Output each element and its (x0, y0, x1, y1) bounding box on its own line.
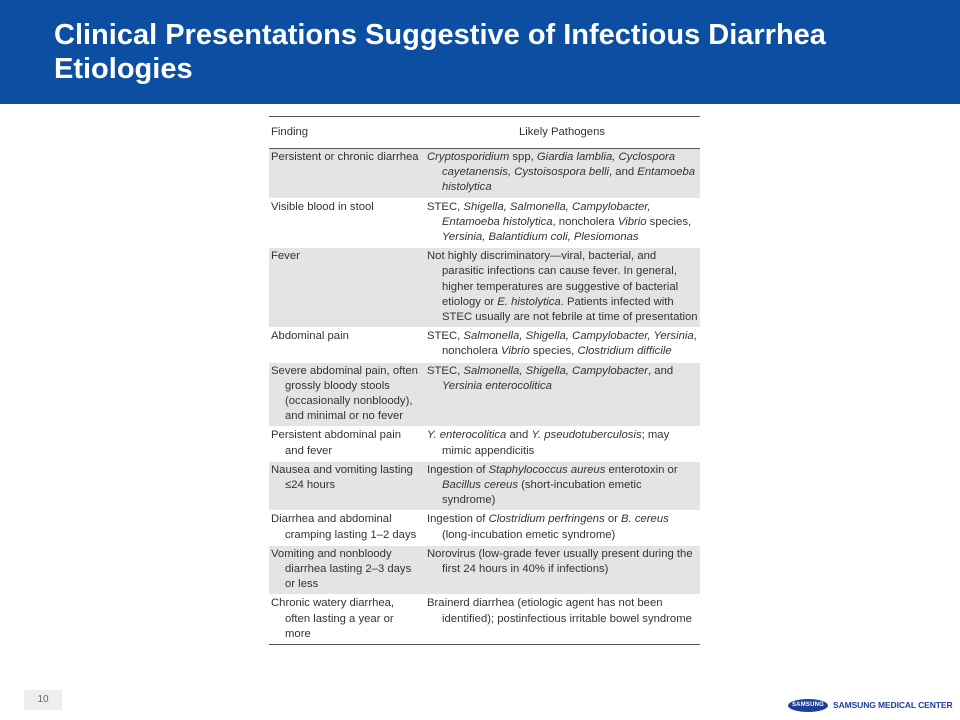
table-row (269, 362, 700, 427)
table-row (269, 328, 700, 362)
medical-center-name: SAMSUNG MEDICAL CENTER (833, 700, 953, 710)
finding-cell: Persistent or chronic diarrhea (271, 151, 419, 163)
table-row (269, 461, 700, 511)
header-finding: Finding (271, 125, 309, 138)
title-banner (0, 0, 960, 104)
pathogen-table-container (269, 116, 700, 645)
table-row (269, 149, 700, 199)
finding-cell: Fever (271, 250, 300, 263)
finding-cell: Nausea and vomiting lasting ≤24 hours (271, 463, 413, 492)
table-row (269, 595, 700, 645)
pathogens-cell: STEC, Salmonella, Shigella, Campylobacter, and Yersinia enterocolitica (427, 364, 674, 392)
table-row (269, 511, 700, 545)
table-body (269, 149, 700, 645)
pathogens-cell: Y. enterocolitica and Y. pseudotuberculosis; may mimic appendicitis (427, 429, 670, 457)
samsung-medical-center-logo (788, 697, 952, 713)
pathogens-cell: Norovirus (low-grade fever usually present during the first 24 hours in 40% if infections) (427, 547, 693, 576)
table-header-row (269, 117, 700, 149)
finding-cell: Diarrhea and abdominal cramping lasting 1–2 days (271, 513, 417, 541)
pathogens-cell: STEC, Salmonella, Shigella, Campylobacter, Yersinia, noncholera Vibrio species, Clostridium difficile (427, 330, 697, 358)
table-row (269, 198, 700, 248)
finding-cell: Visible blood in stool (271, 200, 374, 213)
pathogens-cell: Ingestion of Staphylococcus aureus enterotoxin or Bacillus cereus (short-incubation emetic syndrome) (427, 463, 678, 507)
table-row (269, 427, 700, 461)
finding-cell: Abdominal pain (271, 330, 349, 343)
pathogen-table (269, 116, 700, 645)
table-row (269, 248, 700, 328)
finding-cell: Severe abdominal pain, often grossly bloody stools (occasionally nonbloody), and minimal or no fever (271, 364, 418, 423)
pathogens-cell: Brainerd diarrhea (etiologic agent has not been identified); postinfectious irritable bowel syndrome (427, 597, 692, 625)
table-row (269, 545, 700, 595)
page-number: 10 (24, 690, 62, 710)
pathogens-cell: Ingestion of Clostridium perfringens or B. cereus (long-incubation emetic syndrome) (427, 513, 669, 541)
finding-cell: Chronic watery diarrhea, often lasting a year or more (271, 597, 395, 640)
slide-title: Clinical Presentations Suggestive of Infectious Diarrhea Etiologies (54, 19, 826, 85)
header-likely-pathogens: Likely Pathogens (518, 125, 606, 138)
pathogens-cell: STEC, Shigella, Salmonella, Campylobacter, Entamoeba histolytica, noncholera Vibrio species, Yersinia, Balantidium coli, Plesiomonas (427, 200, 692, 244)
pathogens-cell: Cryptosporidium spp, Giardia lamblia, Cyclospora cayetanensis, Cystoisospora belli, and Entamoeba histolytica (427, 151, 696, 194)
pathogens-cell: Not highly discriminatory—viral, bacterial, and parasitic infections can cause fever. In general, higher temperatures are suggestive of bacterial etiology or E. histolytica. Patients infected with STEC usually are not febrile at time of presentation (427, 250, 698, 324)
finding-cell: Vomiting and nonbloody diarrhea lasting 2–3 days or less (271, 547, 412, 591)
finding-cell: Persistent abdominal pain and fever (271, 429, 401, 457)
samsung-logo-icon: SAMSUNG (788, 699, 828, 712)
